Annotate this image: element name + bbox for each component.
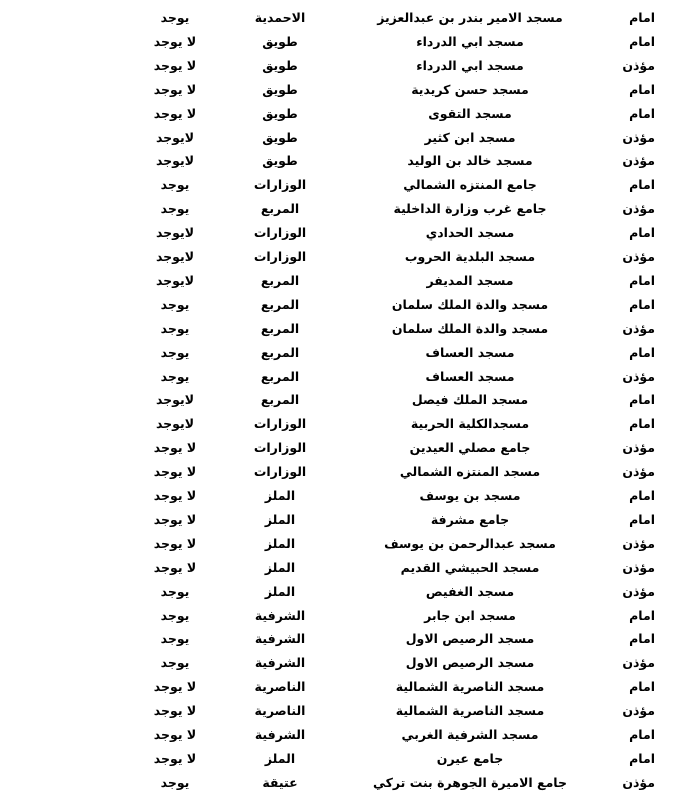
mosque-name-cell: مسجد الحدادي (425, 225, 515, 241)
mosque-name-cell: مسجد بن يوسف (419, 488, 521, 503)
table-row (0, 412, 695, 436)
role-cell: امام (629, 225, 655, 241)
mosque-name-cell: جامع عيرن (436, 750, 504, 766)
district-cell: طويق (262, 81, 298, 97)
role-cell: امام (629, 105, 655, 121)
status-cell: يوجد (160, 177, 190, 193)
district-cell: الملز (264, 511, 296, 527)
mosque-name-cell: مسجد الرصيص الاول (405, 631, 535, 647)
status-cell: لا يوجد (153, 488, 197, 503)
status-cell: يوجد (160, 607, 190, 623)
district-cell: طويق (262, 105, 298, 121)
role-cell: امام (629, 607, 655, 623)
table-row (0, 604, 695, 628)
status-cell: يوجد (160, 201, 190, 217)
table-row (0, 460, 695, 484)
mosque-name-cell: مسجد البلدية الحروب (404, 249, 536, 264)
table-row (0, 484, 695, 508)
status-cell: يوجد (160, 320, 190, 336)
table-row (0, 173, 695, 197)
mosque-name-cell: مسجد ابن كثير (424, 129, 516, 145)
status-cell: لا يوجد (153, 464, 197, 480)
status-cell: يوجد (160, 631, 190, 647)
table-row (0, 771, 695, 795)
role-cell: امام (629, 344, 655, 360)
status-cell: لايوجد (155, 153, 195, 169)
role-cell: مؤذن (622, 559, 655, 575)
table-row (0, 365, 695, 389)
status-cell: يوجد (160, 344, 190, 360)
mosque-name-cell: مسجد المديفر (426, 272, 514, 288)
district-cell: طويق (262, 57, 298, 73)
status-cell: لا يوجد (153, 535, 197, 551)
district-cell: المربع (260, 201, 300, 217)
district-cell: الوزارات (253, 177, 307, 193)
district-cell: الوزارات (253, 416, 307, 432)
role-cell: امام (629, 488, 655, 503)
district-cell: الشرفية (254, 631, 306, 647)
mosque-name-cell: مسجد والدة الملك سلمان (391, 296, 549, 312)
mosque-name-cell: مسجدالكلية الحربية (410, 416, 530, 432)
table-row (0, 388, 695, 412)
role-cell: مؤذن (622, 703, 655, 719)
role-cell: مؤذن (622, 320, 655, 336)
role-cell: امام (629, 631, 655, 647)
role-cell: مؤذن (622, 583, 655, 599)
table-row (0, 341, 695, 365)
role-cell: مؤذن (622, 774, 655, 790)
status-cell: لايوجد (155, 249, 195, 264)
table-row (0, 293, 695, 317)
table-row (0, 317, 695, 341)
district-cell: الملز (264, 559, 296, 575)
role-cell: مؤذن (622, 153, 655, 169)
mosque-name-cell: مسجد حسن كريدية (411, 81, 529, 97)
district-cell: الناصرية (254, 679, 306, 695)
status-cell: لا يوجد (153, 81, 197, 97)
status-cell: يوجد (160, 368, 190, 384)
table-row (0, 221, 695, 245)
mosque-name-cell: مسجد والدة الملك سلمان (391, 320, 549, 336)
mosque-name-cell: مسجد الملك فيصل (411, 392, 529, 408)
table-row (0, 197, 695, 221)
role-cell: مؤذن (622, 129, 655, 145)
table-row (0, 508, 695, 532)
district-cell: الملز (264, 750, 296, 766)
mosque-name-cell: مسجد الناصرية الشمالية (395, 703, 545, 719)
mosque-name-cell: جامع الاميرة الجوهرة بنت تركي (372, 774, 568, 790)
role-cell: امام (629, 392, 655, 408)
district-cell: الشرفية (254, 607, 306, 623)
role-cell: امام (629, 296, 655, 312)
status-cell: لا يوجد (153, 703, 197, 719)
mosque-name-cell: جامع مشرفة (430, 511, 510, 527)
district-cell: طويق (262, 33, 298, 49)
table-row (0, 532, 695, 556)
table-row (0, 580, 695, 604)
mosque-name-cell: مسجد خالد بن الوليد (407, 153, 533, 169)
role-cell: امام (629, 81, 655, 97)
role-cell: مؤذن (622, 464, 655, 480)
mosque-name-cell: جامع مصلي العيدين (409, 440, 531, 456)
role-cell: امام (629, 511, 655, 527)
mosque-name-cell: مسجد الرصيص الاول (405, 655, 535, 671)
mosque-name-cell: جامع المنتزه الشمالي (403, 177, 537, 193)
district-cell: الملز (264, 583, 296, 599)
district-cell: الاحمدية (254, 10, 306, 25)
table-row (0, 126, 695, 150)
district-cell: طويق (262, 129, 298, 145)
table-row (0, 149, 695, 173)
mosque-name-cell: مسجد العساف (425, 344, 515, 360)
district-cell: الوزارات (253, 464, 307, 480)
status-cell: لا يوجد (153, 727, 197, 742)
table-row (0, 723, 695, 747)
mosque-name-cell: مسجد التقوى (428, 105, 512, 121)
district-cell: الناصرية (254, 703, 306, 719)
district-cell: الوزارات (253, 225, 307, 241)
status-cell: لا يوجد (153, 57, 197, 73)
role-cell: مؤذن (622, 440, 655, 456)
mosque-name-cell: مسجد ابن جابر (424, 607, 516, 623)
table-row (0, 245, 695, 269)
status-cell: لا يوجد (153, 679, 197, 695)
role-cell: مؤذن (622, 249, 655, 264)
role-cell: امام (629, 33, 655, 49)
table-row (0, 78, 695, 102)
district-cell: الوزارات (253, 249, 307, 264)
table-row (0, 269, 695, 293)
role-cell: مؤذن (622, 201, 655, 217)
district-cell: المربع (260, 344, 300, 360)
mosque-name-cell: مسجد ابي الدرداء (416, 57, 524, 73)
district-cell: عتيقة (262, 774, 298, 790)
table-row (0, 54, 695, 78)
district-cell: الملز (264, 535, 296, 551)
table-row (0, 651, 695, 675)
role-cell: امام (629, 679, 655, 695)
district-cell: الشرفية (254, 727, 306, 742)
district-cell: طويق (262, 153, 298, 169)
mosque-name-cell: مسجد المنتزه الشمالي (399, 464, 541, 480)
district-cell: المربع (260, 296, 300, 312)
mosque-name-cell: مسجد الناصرية الشمالية (395, 679, 545, 695)
mosque-name-cell: مسجد الحبيشي القديم (400, 559, 540, 575)
district-cell: الوزارات (253, 440, 307, 456)
status-cell: لا يوجد (153, 440, 197, 456)
status-cell: يوجد (160, 296, 190, 312)
role-cell: امام (629, 177, 655, 193)
role-cell: امام (629, 10, 655, 25)
table-row (0, 556, 695, 580)
district-cell: الملز (264, 488, 296, 503)
mosque-name-cell: مسجد الغفيص (425, 583, 515, 599)
role-cell: امام (629, 727, 655, 742)
status-cell: لايوجد (155, 416, 195, 432)
mosque-name-cell: جامع غرب وزارة الداخلية (393, 201, 547, 217)
table-row (0, 102, 695, 126)
role-cell: مؤذن (622, 535, 655, 551)
status-cell: لايوجد (155, 225, 195, 241)
table-row (0, 6, 695, 30)
status-cell: لا يوجد (153, 105, 197, 121)
status-cell: لا يوجد (153, 750, 197, 766)
district-cell: المربع (260, 392, 300, 408)
status-cell: لا يوجد (153, 33, 197, 49)
district-cell: المربع (260, 320, 300, 336)
table-row (0, 699, 695, 723)
district-cell: الشرفية (254, 655, 306, 671)
status-cell: يوجد (160, 655, 190, 671)
status-cell: يوجد (160, 774, 190, 790)
table-row (0, 30, 695, 54)
district-cell: المربع (260, 272, 300, 288)
mosque-name-cell: مسجد عبدالرحمن بن يوسف (384, 535, 556, 551)
role-cell: امام (629, 416, 655, 432)
status-cell: يوجد (160, 10, 190, 25)
status-cell: لايوجد (155, 392, 195, 408)
role-cell: امام (629, 272, 655, 288)
status-cell: لايوجد (155, 129, 195, 145)
table-row (0, 627, 695, 651)
role-cell: مؤذن (622, 655, 655, 671)
status-cell: يوجد (160, 583, 190, 599)
table-row (0, 747, 695, 771)
mosque-name-cell: مسجد الامير بندر بن عبدالعزيز (377, 10, 563, 25)
table-row (0, 675, 695, 699)
district-cell: المربع (260, 368, 300, 384)
mosque-name-cell: مسجد ابي الدرداء (416, 33, 524, 49)
table-row (0, 436, 695, 460)
mosque-name-cell: مسجد الشرفية الغربي (401, 727, 539, 742)
mosque-name-cell: مسجد العساف (425, 368, 515, 384)
status-cell: لا يوجد (153, 511, 197, 527)
role-cell: مؤذن (622, 368, 655, 384)
status-cell: لا يوجد (153, 559, 197, 575)
status-cell: لايوجد (155, 272, 195, 288)
role-cell: امام (629, 750, 655, 766)
role-cell: مؤذن (622, 57, 655, 73)
